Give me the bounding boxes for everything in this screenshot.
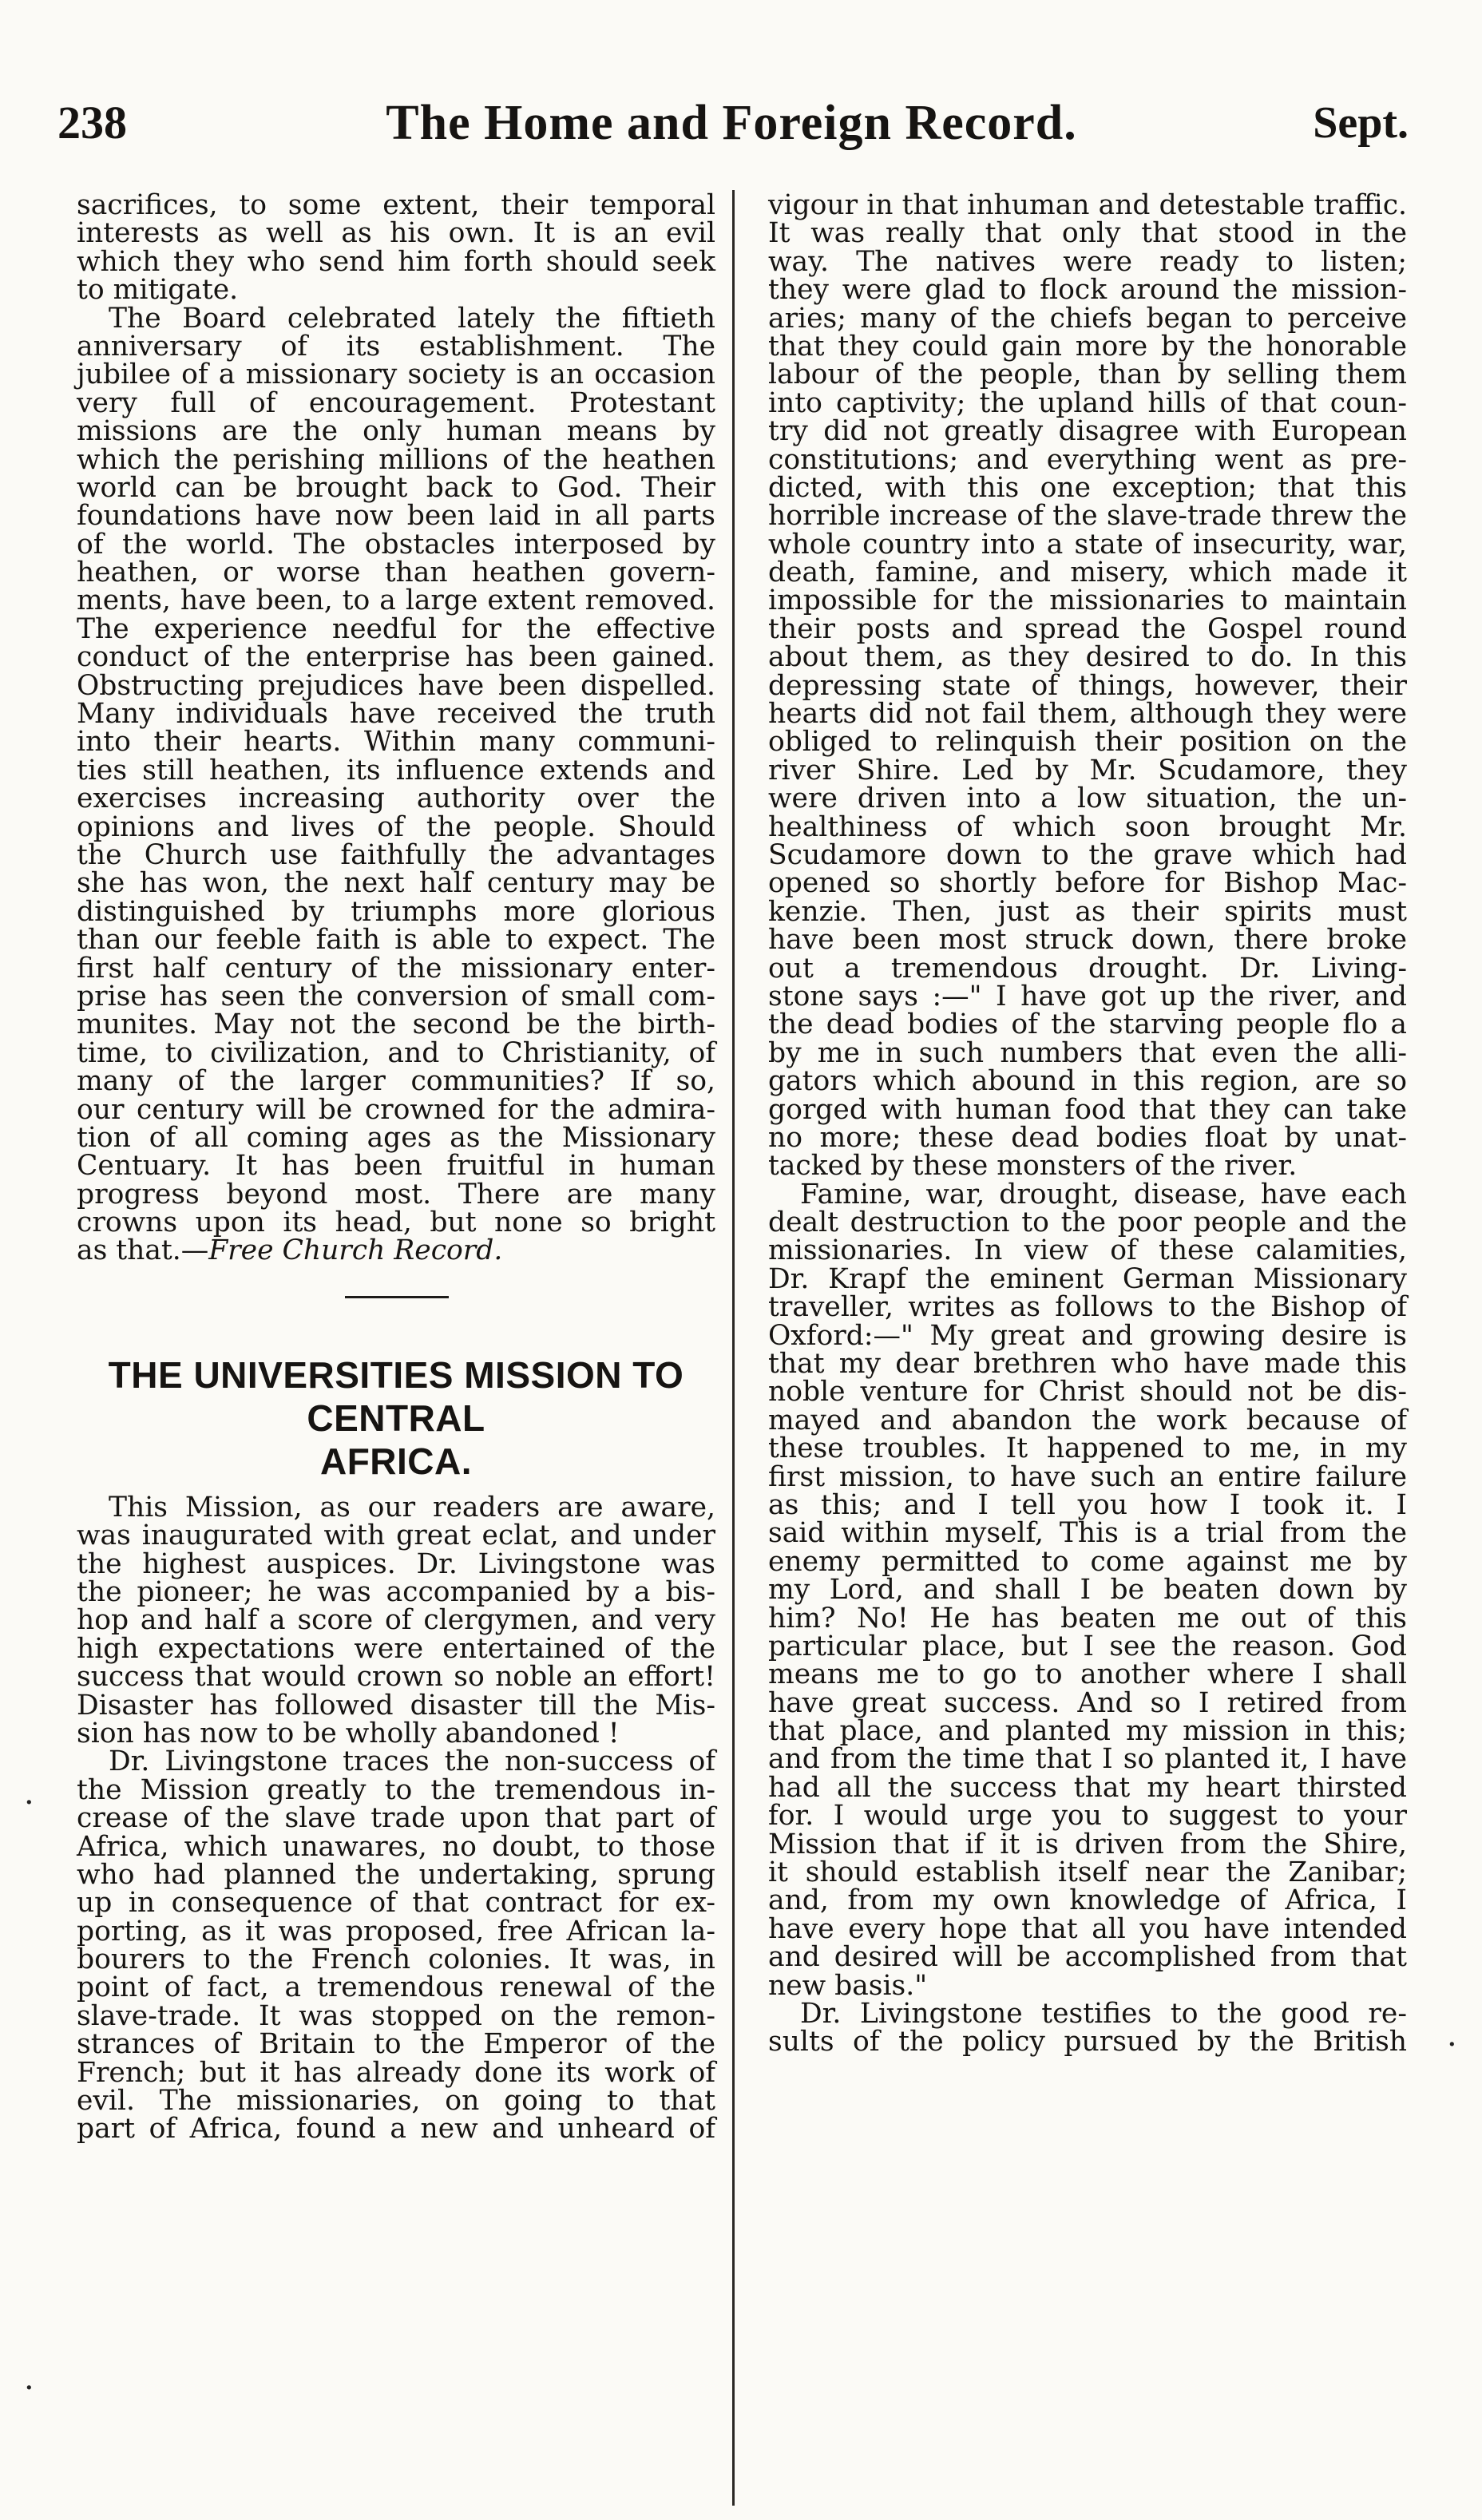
text-line: porting, as it was proposed, free African la- (77, 1915, 715, 1947)
text-line: into their hearts. Within many communi- (77, 726, 715, 759)
paragraph (768, 1178, 1407, 2002)
text-line: Oxford:—" My great and growing desire is (768, 1319, 1407, 1352)
text-line: mayed and abandon the work because of (768, 1404, 1407, 1436)
text-line: of the world. The obstacles interposed by (77, 528, 715, 561)
text-line: my Lord, and shall I be beaten down by (768, 1574, 1407, 1607)
column-divider (732, 190, 735, 2506)
margin-mark: · (1447, 2027, 1457, 2063)
text-line: hearts did not fail them, although they were (768, 698, 1407, 731)
text-line: the dead bodies of the starving people flo a (768, 1008, 1407, 1041)
text-line: stone says :—" I have got up the river, and (768, 980, 1407, 1012)
text-line: French; but it has already done its work of (77, 2056, 715, 2089)
text-line: have been most struck down, there broke (768, 924, 1407, 957)
text-line: and from the time that I so planted it, I have (768, 1743, 1407, 1776)
text-line: Dr. Livingstone testifies to the good re- (800, 1998, 1407, 2030)
text-line: and desired will be accomplished from that (768, 1941, 1407, 1974)
text-line: Dr. Krapf the eminent German Missionary (768, 1262, 1407, 1295)
text-line: ments, have been, to a large extent removed. (77, 584, 715, 617)
text-line: to mitigate. (77, 274, 239, 307)
article-heading (77, 1353, 715, 1483)
text-line: exercises increasing authority over the (77, 783, 715, 815)
text-line: Africa, which unawares, no doubt, to those (77, 1830, 715, 1863)
margin-mark: · (24, 1785, 34, 1821)
text-line: have every hope that all you have intended (768, 1912, 1407, 1945)
paragraph (77, 1491, 715, 1749)
text-line: try did not greatly disagree with European (768, 415, 1407, 448)
text-line: strances of Britain to the Emperor of the (77, 2028, 715, 2061)
text-line: crowns upon its head, but none so bright (77, 1207, 715, 1239)
text-line: about them, as they desired to do. In this (768, 641, 1407, 674)
text-line: which they who send him forth should seek (77, 245, 715, 278)
text-line: depressing state of things, however, their (768, 669, 1407, 702)
text-line: conduct of the enterprise has been gained. (77, 641, 715, 674)
text-line: into captivity; the upland hills of that coun- (768, 386, 1407, 419)
text-line: death, famine, and misery, which made it (768, 557, 1407, 589)
text-line: labour of the people, than by selling them (768, 359, 1407, 391)
text-line: that place, and planted my mission in this; (768, 1715, 1407, 1748)
text-line: enemy permitted to come against me by (768, 1545, 1407, 1578)
text-line: part of Africa, found a new and unheard of (77, 2113, 715, 2146)
text-line: particular place, but I see the reason. God (768, 1630, 1407, 1662)
publication-title: The Home and Foreign Record. (386, 96, 1077, 150)
text-line: It was really that only that stood in the (768, 217, 1407, 250)
text-line: hop and half a score of clergymen, and very (77, 1604, 715, 1637)
text-line: the pioneer; he was accompanied by a bis- (77, 1576, 715, 1609)
text-fragment: as that.— (77, 1234, 209, 1267)
text-line: prise has seen the conversion of small com- (77, 980, 715, 1012)
text-line: Obstructing prejudices have been dispelled. (77, 669, 715, 702)
text-line: very full of encouragement. Protestant (77, 386, 715, 419)
heading-line: AFRICA. (319, 1440, 473, 1482)
text-line: constitutions; and everything went as pre- (768, 443, 1407, 476)
text-line: him? No! He has beaten me out of this (768, 1602, 1407, 1634)
text-line: tacked by these monsters of the river. (768, 1150, 1298, 1183)
text-line: Disaster has followed disaster till the Mis- (77, 1689, 715, 1722)
text-line: for. I would urge you to suggest to your (768, 1800, 1407, 1833)
text-line: it should establish itself near the Zanibar; (768, 1856, 1407, 1889)
page-number: 238 (57, 97, 127, 149)
text-line: first half century of the missionary enter- (77, 952, 715, 985)
text-line (77, 1234, 715, 1267)
heading-line: THE UNIVERSITIES MISSION TO CENTRAL (108, 1353, 684, 1439)
rule-line (345, 1296, 449, 1298)
text-line: heathen, or worse than heathen govern- (77, 557, 715, 589)
text-line: traveller, writes as follows to the Bishop of (768, 1291, 1407, 1324)
text-line: anniversary of its establishment. The (77, 330, 715, 363)
text-line: sults of the policy pursued by the British (768, 2026, 1407, 2058)
text-line: as this; and I tell you how I took it. I (768, 1488, 1407, 1521)
text-line: obliged to relinquish their position on the (768, 726, 1407, 759)
text-line: horrible increase of the slave-trade threw the (768, 500, 1407, 533)
section-rule (77, 1266, 715, 1345)
left-column (77, 189, 715, 2146)
text-line: missions are the only human means by (77, 415, 715, 448)
text-line: slave-trade. It was stopped on the remon- (77, 1999, 715, 2032)
text-line: many of the larger communities? If so, (77, 1065, 715, 1098)
text-line: Centuary. It has been fruitful in human (77, 1150, 715, 1183)
text-line: that my dear brethren who have made this (768, 1348, 1407, 1381)
text-line: the Mission greatly to the tremendous in- (77, 1773, 715, 1806)
text-line: distinguished by triumphs more glorious (77, 895, 715, 928)
text-line: opened so shortly before for Bishop Mac- (768, 867, 1407, 900)
text-line: kenzie. Then, just as their spirits must (768, 895, 1407, 928)
text-line: she has won, the next half century may be (77, 867, 715, 900)
text-line: were driven into a low situation, the un- (768, 783, 1407, 815)
text-line: their posts and spread the Gospel round (768, 612, 1407, 645)
paragraph (77, 189, 715, 307)
text-line: river Shire. Led by Mr. Scudamore, they (768, 754, 1407, 787)
text-line: had all the success that my heart thirsted (768, 1771, 1407, 1804)
text-line: said within myself, This is a trial from the (768, 1517, 1407, 1550)
issue-month: Sept. (1313, 98, 1409, 148)
paragraph (77, 302, 715, 1267)
text-line: opinions and lives of the people. Should (77, 810, 715, 843)
text-line: Famine, war, drought, disease, have each (800, 1178, 1407, 1210)
text-line: world can be brought back to God. Their (77, 471, 715, 504)
text-line: out a tremendous drought. Dr. Living- (768, 952, 1407, 985)
text-line: the Church use faithfully the advantages (77, 838, 715, 871)
text-line: impossible for the missionaries to maintain (768, 584, 1407, 617)
text-line: who had planned the undertaking, sprung (77, 1858, 715, 1891)
text-line: jubilee of a missionary society is an occasion (77, 359, 715, 391)
source-signature: Free Church Record. (208, 1234, 503, 1267)
text-line: new basis." (768, 1969, 928, 2002)
text-line: missionaries. In view of these calamities, (768, 1234, 1407, 1267)
text-line: noble venture for Christ should not be dis- (768, 1376, 1407, 1409)
text-line: was inaugurated with great eclat, and under (77, 1520, 715, 1552)
paragraph (77, 1745, 715, 2146)
text-line: no more; these dead bodies float by unat- (768, 1121, 1407, 1154)
text-line: point of fact, a tremendous renewal of the (77, 1971, 715, 2004)
text-line: means me to go to another where I shall (768, 1658, 1407, 1691)
text-line: bourers to the French colonies. It was, in (77, 1943, 715, 1976)
text-line: evil. The missionaries, on going to that (77, 2085, 715, 2118)
text-line: Dr. Livingstone traces the non-success of (109, 1745, 715, 1778)
text-line: tion of all coming ages as the Missionary (77, 1121, 715, 1154)
text-line: they were glad to flock around the mission- (768, 274, 1407, 307)
text-line: vigour in that inhuman and detestable traffic. (768, 189, 1407, 221)
text-line: munites. May not the second be the birth- (77, 1008, 715, 1041)
text-line: high expectations were entertained of the (77, 1632, 715, 1665)
text-line: Scudamore down to the grave which had (768, 838, 1407, 871)
right-column (768, 189, 1407, 2058)
text-line: dicted, with this one exception; that this (768, 471, 1407, 504)
text-line: progress beyond most. There are many (77, 1178, 715, 1210)
text-line: gorged with human food that they can take (768, 1093, 1407, 1126)
margin-mark: · (24, 2370, 34, 2407)
text-line: our century will be crowned for the admira- (77, 1093, 715, 1126)
text-line: which the perishing millions of the heathen (77, 443, 715, 476)
paragraph (768, 189, 1407, 1183)
text-line: the highest auspices. Dr. Livingstone was (77, 1547, 715, 1580)
text-line: crease of the slave trade upon that part of (77, 1802, 715, 1835)
text-line: way. The natives were ready to listen; (768, 245, 1407, 278)
text-line: sion has now to be wholly abandoned ! (77, 1717, 620, 1749)
text-line: and, from my own knowledge of Africa, I (768, 1884, 1407, 1917)
text-line: Many individuals have received the truth (77, 698, 715, 731)
text-line: these troubles. It happened to me, in my (768, 1432, 1407, 1465)
text-line: first mission, to have such an entire failure (768, 1460, 1407, 1493)
text-line: interests as well as his own. It is an evil (77, 217, 715, 250)
text-line: dealt destruction to the poor people and the (768, 1207, 1407, 1239)
text-line: healthiness of which soon brought Mr. (768, 810, 1407, 843)
text-line: time, to civilization, and to Christianity, of (77, 1036, 715, 1069)
text-line: Mission that if it is driven from the Shire, (768, 1828, 1407, 1860)
page-header (48, 94, 1415, 158)
text-line: up in consequence of that contract for ex- (77, 1887, 715, 1920)
text-line: than our feeble faith is able to expect. The (77, 924, 715, 957)
text-line: that they could gain more by the honorable (768, 330, 1407, 363)
text-line: This Mission, as our readers are aware, (109, 1491, 715, 1523)
text-line: sacrifices, to some extent, their temporal (77, 189, 715, 221)
text-line: foundations have now been laid in all parts (77, 500, 715, 533)
paragraph (768, 2000, 1407, 2057)
text-line: by me in such numbers that even the alli- (768, 1036, 1407, 1069)
text-line: The experience needful for the effective (77, 612, 715, 645)
text-line: The Board celebrated lately the fiftieth (109, 302, 715, 335)
text-line: success that would crown so noble an effort! (77, 1661, 715, 1694)
text-line: whole country into a state of insecurity, war, (768, 528, 1407, 561)
text-line: gators which abound in this region, are so (768, 1065, 1407, 1098)
text-line: aries; many of the chiefs began to perceive (768, 302, 1407, 335)
text-line: have great success. And so I retired from (768, 1686, 1407, 1719)
text-line: ties still heathen, its influence extends and (77, 754, 715, 787)
